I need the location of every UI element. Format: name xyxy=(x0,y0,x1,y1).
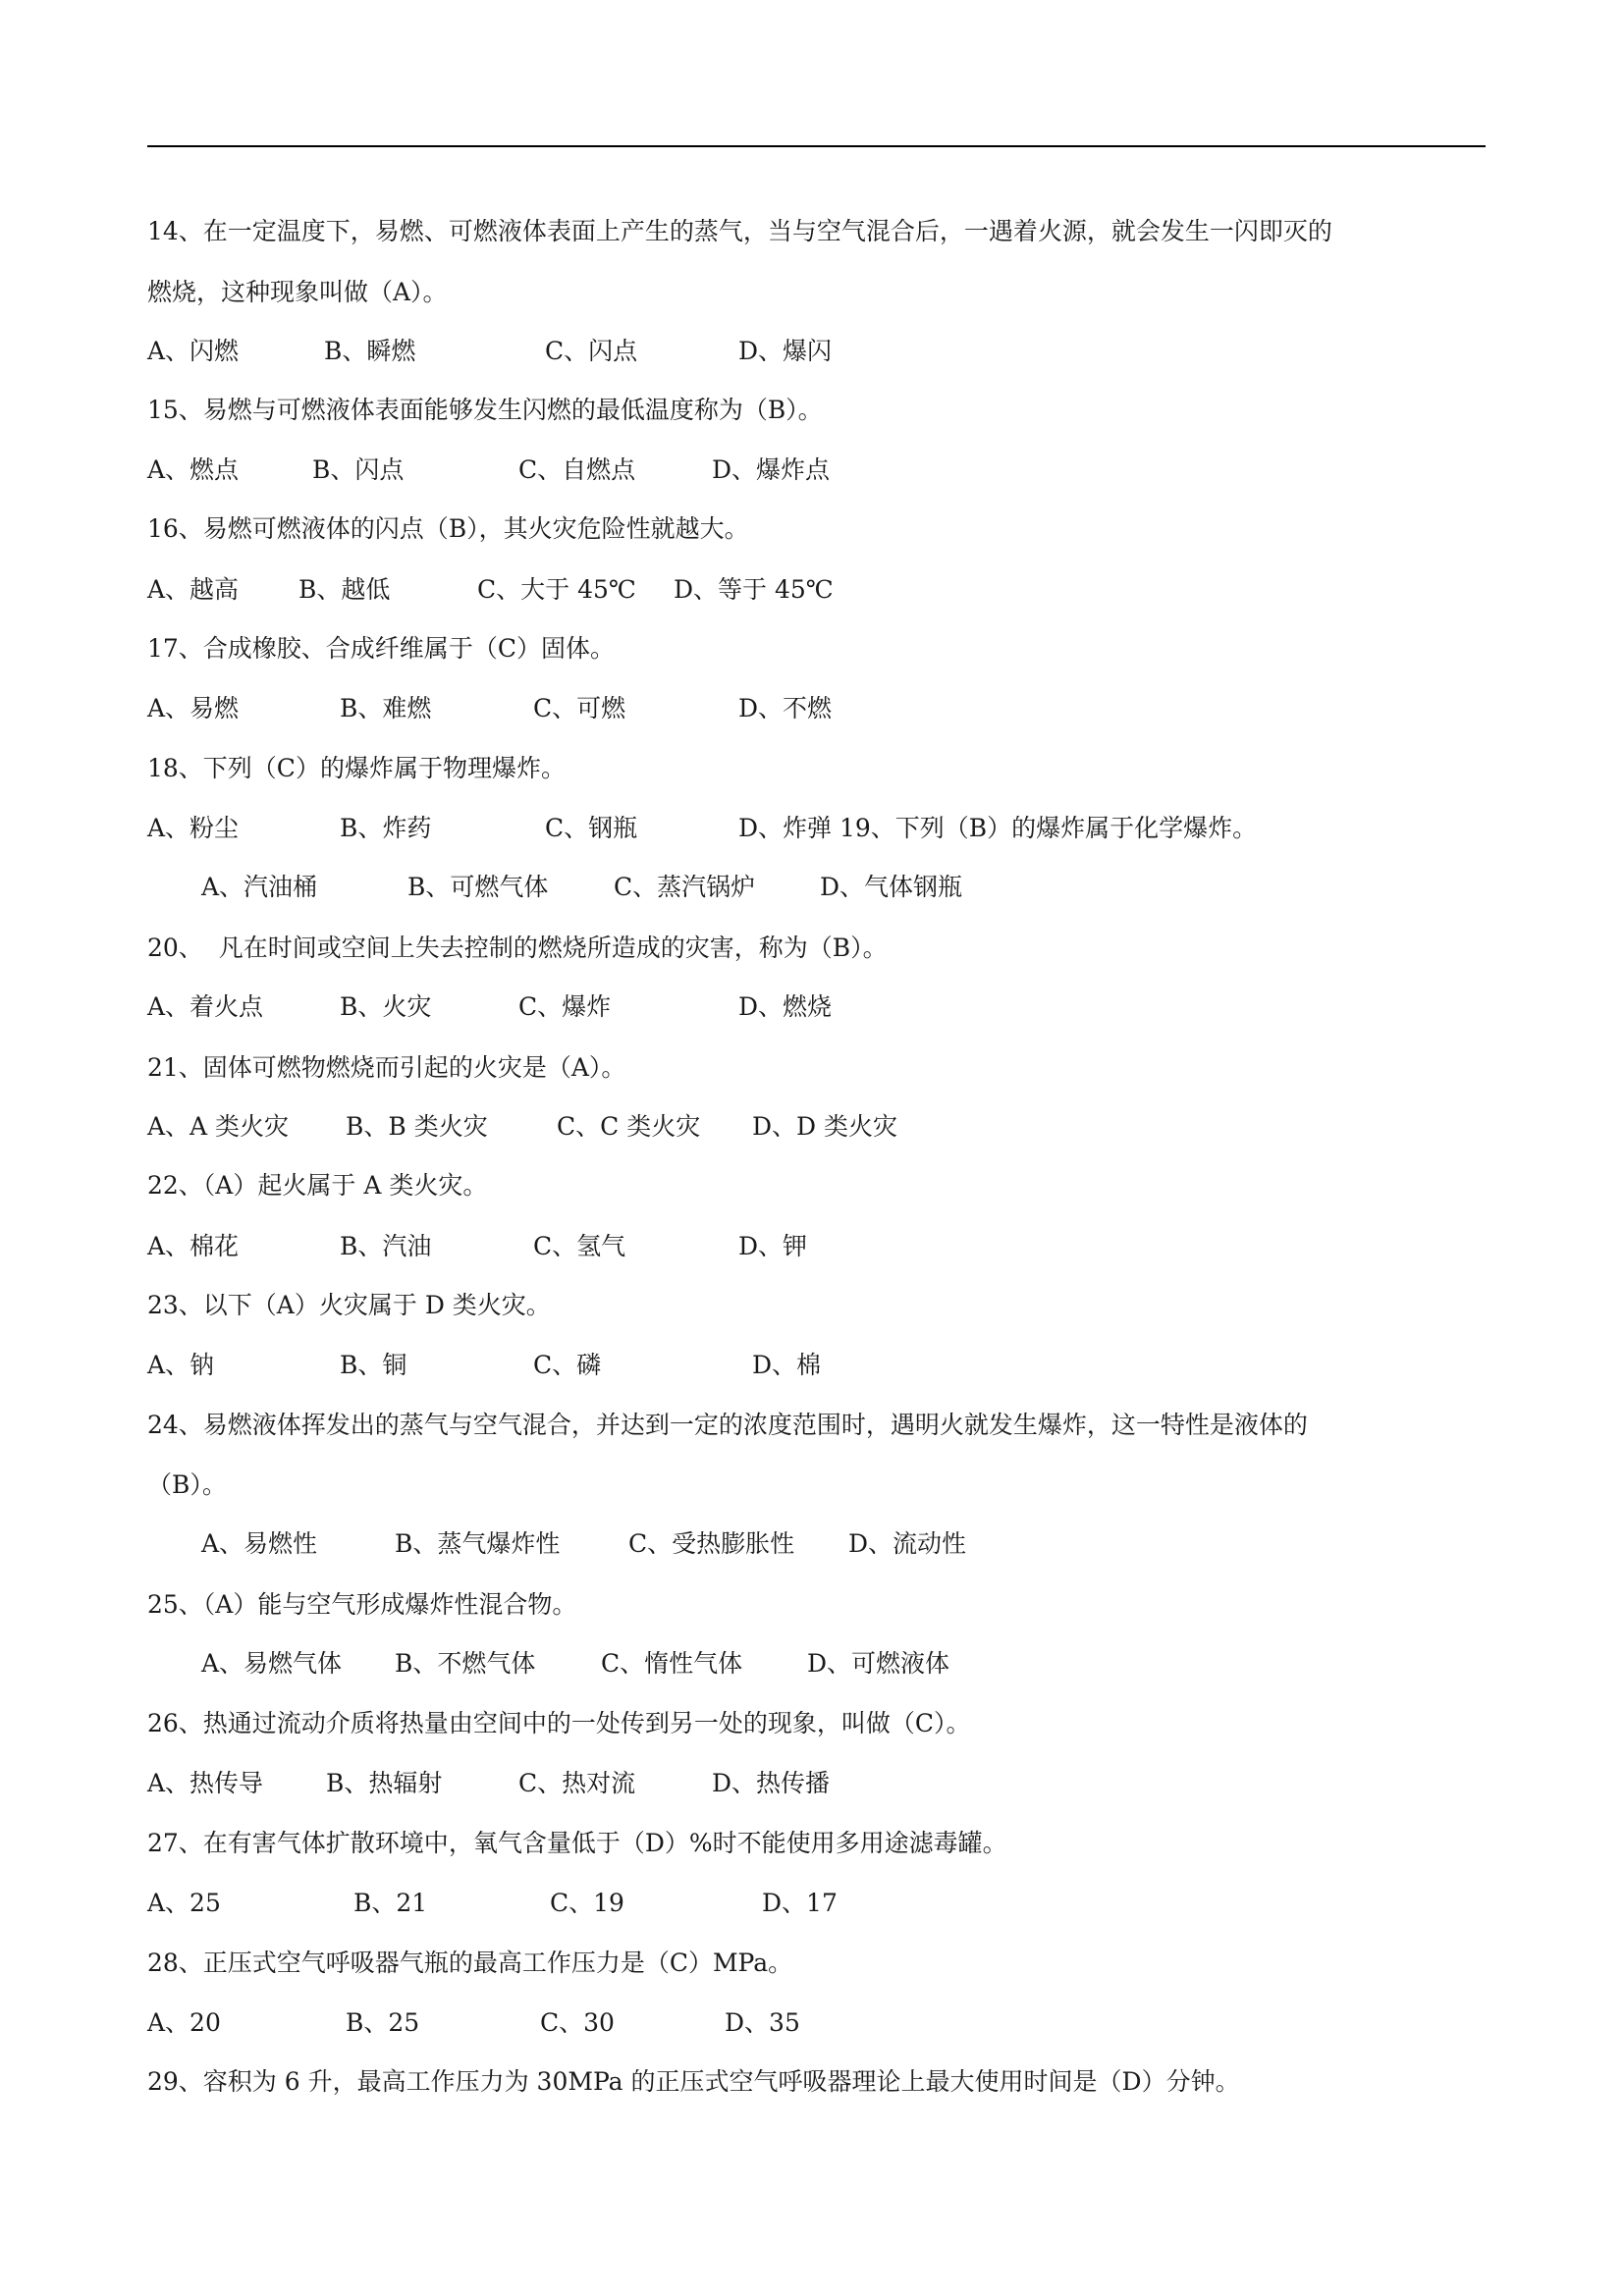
option-d: D、爆闪 xyxy=(738,337,833,365)
option-a: A、A 类火灾 xyxy=(147,1112,290,1141)
option-d: D、热传播 xyxy=(712,1769,831,1797)
option-a: A、汽油桶 xyxy=(201,873,318,901)
option-a: A、20 xyxy=(147,2008,221,2037)
question-text: 29、容积为 6 升，最高工作压力为 30MPa 的正压式空气呼吸器理论上最大使用时间是（D）分钟。 xyxy=(147,2067,1240,2096)
question-text: 27、在有害气体扩散环境中，氧气含量低于（D）%时不能使用多用途滤毒罐。 xyxy=(147,1829,1007,1857)
option-d: D、炸弹 19、下列（B）的爆炸属于化学爆炸。 xyxy=(738,814,1258,842)
option-c: C、可燃 xyxy=(533,694,626,722)
option-d: D、流动性 xyxy=(848,1529,967,1558)
option-c: C、热对流 xyxy=(518,1769,636,1797)
option-b: B、B 类火灾 xyxy=(346,1112,488,1141)
option-a: A、易燃性 xyxy=(201,1529,318,1558)
option-c: C、钢瓶 xyxy=(545,814,638,842)
option-b: B、闪点 xyxy=(312,455,405,484)
question-text: 25、（A）能与空气形成爆炸性混合物。 xyxy=(147,1590,577,1619)
question-text: （B）。 xyxy=(147,1470,227,1499)
option-d: D、17 xyxy=(762,1889,838,1917)
option-a: A、着火点 xyxy=(147,992,264,1021)
option-c: C、大于 45℃ xyxy=(477,575,636,604)
question-text: 15、易燃与可燃液体表面能够发生闪燃的最低温度称为（B）。 xyxy=(147,396,823,424)
option-c: C、惰性气体 xyxy=(601,1649,743,1678)
option-a: A、热传导 xyxy=(147,1769,264,1797)
question-text: 17、合成橡胶、合成纤维属于（C）固体。 xyxy=(147,634,615,663)
option-a: A、易燃气体 xyxy=(201,1649,343,1678)
option-a: A、燃点 xyxy=(147,455,240,484)
question-text: 23、以下（A）火灾属于 D 类火灾。 xyxy=(147,1291,551,1319)
option-b: B、可燃气体 xyxy=(407,873,549,901)
option-b: B、21 xyxy=(353,1889,428,1917)
question-text: 18、下列（C）的爆炸属于物理爆炸。 xyxy=(147,754,566,782)
option-b: B、火灾 xyxy=(340,992,432,1021)
option-a: A、易燃 xyxy=(147,694,240,722)
option-a: A、闪燃 xyxy=(147,337,240,365)
header-rule xyxy=(147,145,1486,147)
option-b: B、25 xyxy=(346,2008,420,2037)
option-c: C、受热膨胀性 xyxy=(628,1529,795,1558)
question-text: 14、在一定温度下，易燃、可燃液体表面上产生的蒸气，当与空气混合后，一遇着火源，就会发生一闪即灭的 xyxy=(147,217,1332,245)
option-d: D、燃烧 xyxy=(738,992,833,1021)
option-d: D、可燃液体 xyxy=(807,1649,950,1678)
question-text: 24、易燃液体挥发出的蒸气与空气混合，并达到一定的浓度范围时，遇明火就发生爆炸，这一特性是液体的 xyxy=(147,1411,1308,1439)
option-d: D、气体钢瓶 xyxy=(820,873,963,901)
option-d: D、棉 xyxy=(752,1351,822,1379)
option-b: B、瞬燃 xyxy=(324,337,416,365)
option-d: D、等于 45℃ xyxy=(674,575,834,604)
option-c: C、自燃点 xyxy=(518,455,636,484)
option-a: A、越高 xyxy=(147,575,240,604)
question-text: 22、（A）起火属于 A 类火灾。 xyxy=(147,1171,488,1200)
option-b: B、难燃 xyxy=(340,694,432,722)
option-a: A、25 xyxy=(147,1889,221,1917)
option-a: A、粉尘 xyxy=(147,814,240,842)
option-d: D、不燃 xyxy=(738,694,833,722)
question-text: 28、正压式空气呼吸器气瓶的最高工作压力是（C）MPa。 xyxy=(147,1949,793,1977)
question-text: 16、易燃可燃液体的闪点（B），其火灾危险性就越大。 xyxy=(147,514,749,543)
option-c: C、C 类火灾 xyxy=(557,1112,701,1141)
option-b: B、铜 xyxy=(340,1351,407,1379)
option-c: C、爆炸 xyxy=(518,992,612,1021)
option-b: B、汽油 xyxy=(340,1232,432,1260)
option-a: A、棉花 xyxy=(147,1232,240,1260)
option-d: D、35 xyxy=(725,2008,800,2037)
option-d: D、D 类火灾 xyxy=(752,1112,898,1141)
option-c: C、磷 xyxy=(533,1351,602,1379)
option-c: C、30 xyxy=(540,2008,615,2037)
question-text: 20、 凡在时间或空间上失去控制的燃烧所造成的灾害，称为（B）。 xyxy=(147,934,888,962)
question-text: 燃烧，这种现象叫做（A）。 xyxy=(147,278,448,306)
option-b: B、炸药 xyxy=(340,814,432,842)
option-b: B、不燃气体 xyxy=(395,1649,536,1678)
option-c: C、蒸汽锅炉 xyxy=(614,873,756,901)
option-c: C、19 xyxy=(550,1889,624,1917)
option-d: D、钾 xyxy=(738,1232,808,1260)
option-c: C、氢气 xyxy=(533,1232,626,1260)
option-b: B、蒸气爆炸性 xyxy=(395,1529,561,1558)
question-text: 26、热通过流动介质将热量由空间中的一处传到另一处的现象，叫做（C）。 xyxy=(147,1709,971,1737)
option-d: D、爆炸点 xyxy=(712,455,831,484)
option-c: C、闪点 xyxy=(545,337,638,365)
option-b: B、热辐射 xyxy=(326,1769,443,1797)
option-a: A、钠 xyxy=(147,1351,215,1379)
option-b: B、越低 xyxy=(298,575,391,604)
question-text: 21、固体可燃物燃烧而引起的火灾是（A）。 xyxy=(147,1053,626,1082)
